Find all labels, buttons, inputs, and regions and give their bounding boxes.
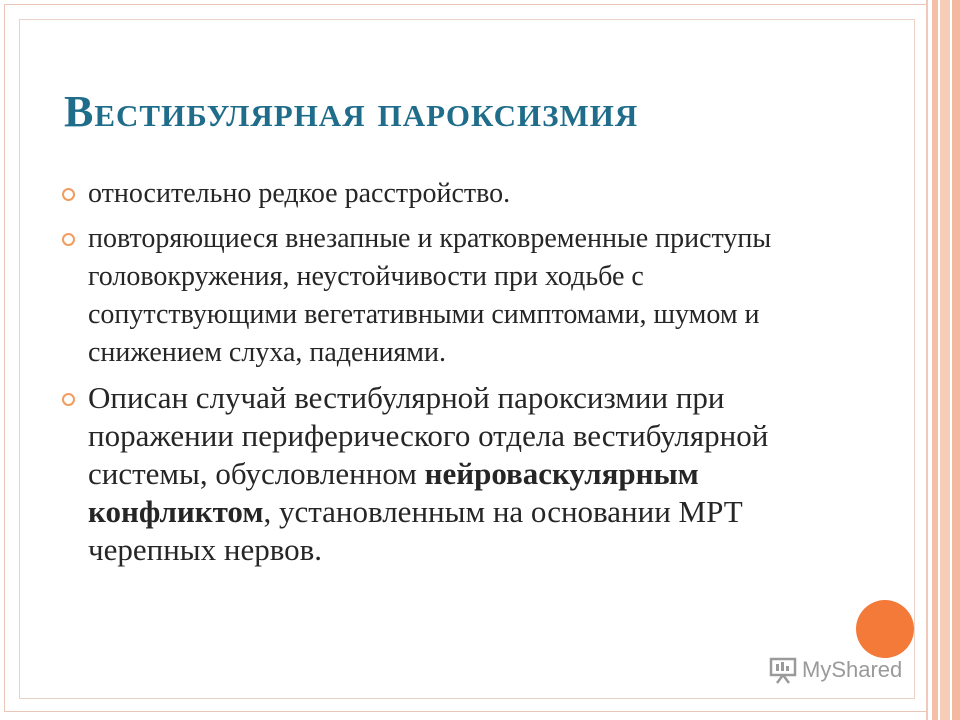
slide-title: Вестибулярная пароксизмия [64, 87, 639, 136]
bullet-text: относительно редкое расстройство. [88, 178, 511, 209]
decorative-stripe [952, 0, 960, 720]
decorative-stripe [926, 0, 928, 720]
bullet-item [60, 220, 840, 372]
bullet-list [60, 175, 840, 576]
watermark [768, 656, 902, 684]
decorative-stripe [940, 0, 950, 720]
bullet-item [60, 175, 840, 213]
bullet-text-bold: нейроваскулярным конфликтом [88, 456, 699, 529]
bullet-text: повторяющиеся внезапные и кратковременные приступы головокружения, неустойчивости при ходьбе с сопутствующими вегетативными симптомами, шумом и снижением слуха, падениями. [88, 223, 772, 368]
presentation-board-icon [768, 656, 798, 684]
bullet-circle-icon [62, 393, 75, 406]
watermark-label: MyShared [802, 657, 903, 682]
decorative-stripe [932, 0, 938, 720]
decorative-circle [856, 600, 914, 658]
bullet-item [60, 379, 840, 569]
bullet-text-before: Описан случай вестибулярной пароксизмии при поражении периферического отдела вестибулярной системы, обусловленном [88, 380, 769, 491]
bullet-text-after: , установленным на основании МРТ черепных нервов. [88, 494, 743, 567]
bullet-circle-icon [62, 188, 75, 201]
bullet-circle-icon [62, 233, 75, 246]
